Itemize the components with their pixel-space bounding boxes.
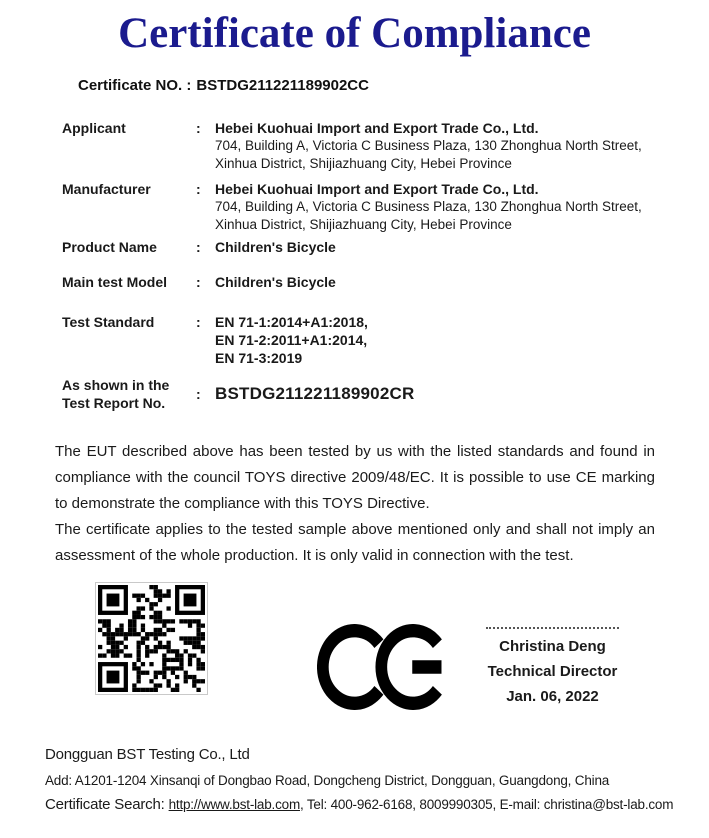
test-standard-label: Test Standard (62, 314, 155, 331)
test-report-label-line-2: Test Report No. (62, 395, 166, 412)
ce-mark-icon (317, 624, 444, 710)
certificate-number-value: BSTDG211221189902CC (196, 77, 369, 95)
info-table (0, 119, 709, 412)
test-report-label-line-1: As shown in the (62, 377, 170, 394)
colon-separator: : (196, 181, 201, 198)
lab-company-name: Dongguan BST Testing Co., Ltd (45, 746, 250, 764)
compliance-statement (0, 439, 709, 569)
statement-paragraph-1: The EUT described above has been tested by us with the listed standards and found in compliance with the council TOYS directive 2009/48/EC. It is possible to use CE marking to demonstrate the compliance with this TOYS Directive. (55, 443, 655, 513)
test-report-label (62, 376, 196, 412)
signer-title: Technical Director (487, 663, 618, 681)
test-report-value: BSTDG211221189902CR (215, 384, 415, 404)
main-test-model-label: Main test Model (62, 274, 168, 291)
product-name-value: Children's Bicycle (215, 239, 336, 256)
row-test-standard (62, 313, 709, 367)
applicant-address-line-1: 704, Building A, Victoria C Business Plaza, 130 Zhonghua North Street, (215, 138, 642, 154)
row-applicant (62, 119, 709, 173)
test-standard-line-2: EN 71-2:2011+A1:2014, (215, 332, 368, 349)
applicant-value (215, 119, 709, 173)
qr-code (95, 582, 208, 695)
stamp-band (0, 574, 709, 739)
test-standard-line-1: EN 71-1:2014+A1:2018, (215, 314, 368, 331)
manufacturer-address-line-1: 704, Building A, Victoria C Business Plaza, 130 Zhonghua North Street, (215, 199, 642, 215)
manufacturer-address-line-2: Xinhua District, Shijiazhuang City, Hebei Province (215, 217, 512, 233)
signature-dotted-line (486, 627, 619, 629)
certificate-search-link[interactable]: http://www.bst-lab.com (168, 797, 300, 813)
signature-date: Jan. 06, 2022 (506, 688, 599, 706)
colon-separator: : (196, 239, 201, 256)
applicant-label: Applicant (62, 120, 126, 137)
test-standard-line-3: EN 71-3:2019 (215, 350, 303, 367)
colon-separator: : (196, 120, 201, 137)
applicant-address-line-2: Xinhua District, Shijiazhuang City, Hebei Province (215, 156, 512, 172)
colon-separator: : (196, 386, 201, 403)
main-test-model-value: Children's Bicycle (215, 274, 336, 291)
contact-info: , Tel: 400-962-6168, 8009990305, E-mail: christina@bst-lab.com (300, 797, 674, 813)
row-test-report-no (62, 376, 709, 412)
row-product-name (62, 238, 709, 256)
certificate-number-label: Certificate NO. : (78, 77, 192, 95)
lab-address: Add: A1201-1204 Xinsanqi of Dongbao Road, Dongcheng District, Dongguan, Guangdong, China (45, 773, 610, 789)
page-title: Certificate of Compliance (118, 10, 591, 57)
signature-block (460, 627, 645, 705)
product-name-label: Product Name (62, 239, 157, 256)
row-manufacturer (62, 180, 709, 234)
certificate-search-line (45, 796, 709, 813)
manufacturer-value (215, 180, 709, 234)
manufacturer-name: Hebei Kuohuai Import and Export Trade Co., Ltd. (215, 181, 539, 198)
footer (0, 746, 709, 813)
row-main-test-model (62, 273, 709, 291)
certificate-number (0, 77, 709, 94)
colon-separator: : (196, 314, 201, 331)
statement-paragraph-2: The certificate applies to the tested sample above mentioned only and shall not imply an assessment of the whole production. It is only valid in connection with the test. (55, 521, 655, 565)
signer-name: Christina Deng (499, 638, 606, 656)
applicant-name: Hebei Kuohuai Import and Export Trade Co., Ltd. (215, 120, 539, 137)
test-standard-value (215, 313, 709, 367)
colon-separator: : (196, 274, 201, 291)
manufacturer-label: Manufacturer (62, 181, 151, 198)
certificate-search-label: Certificate Search: (45, 796, 165, 814)
